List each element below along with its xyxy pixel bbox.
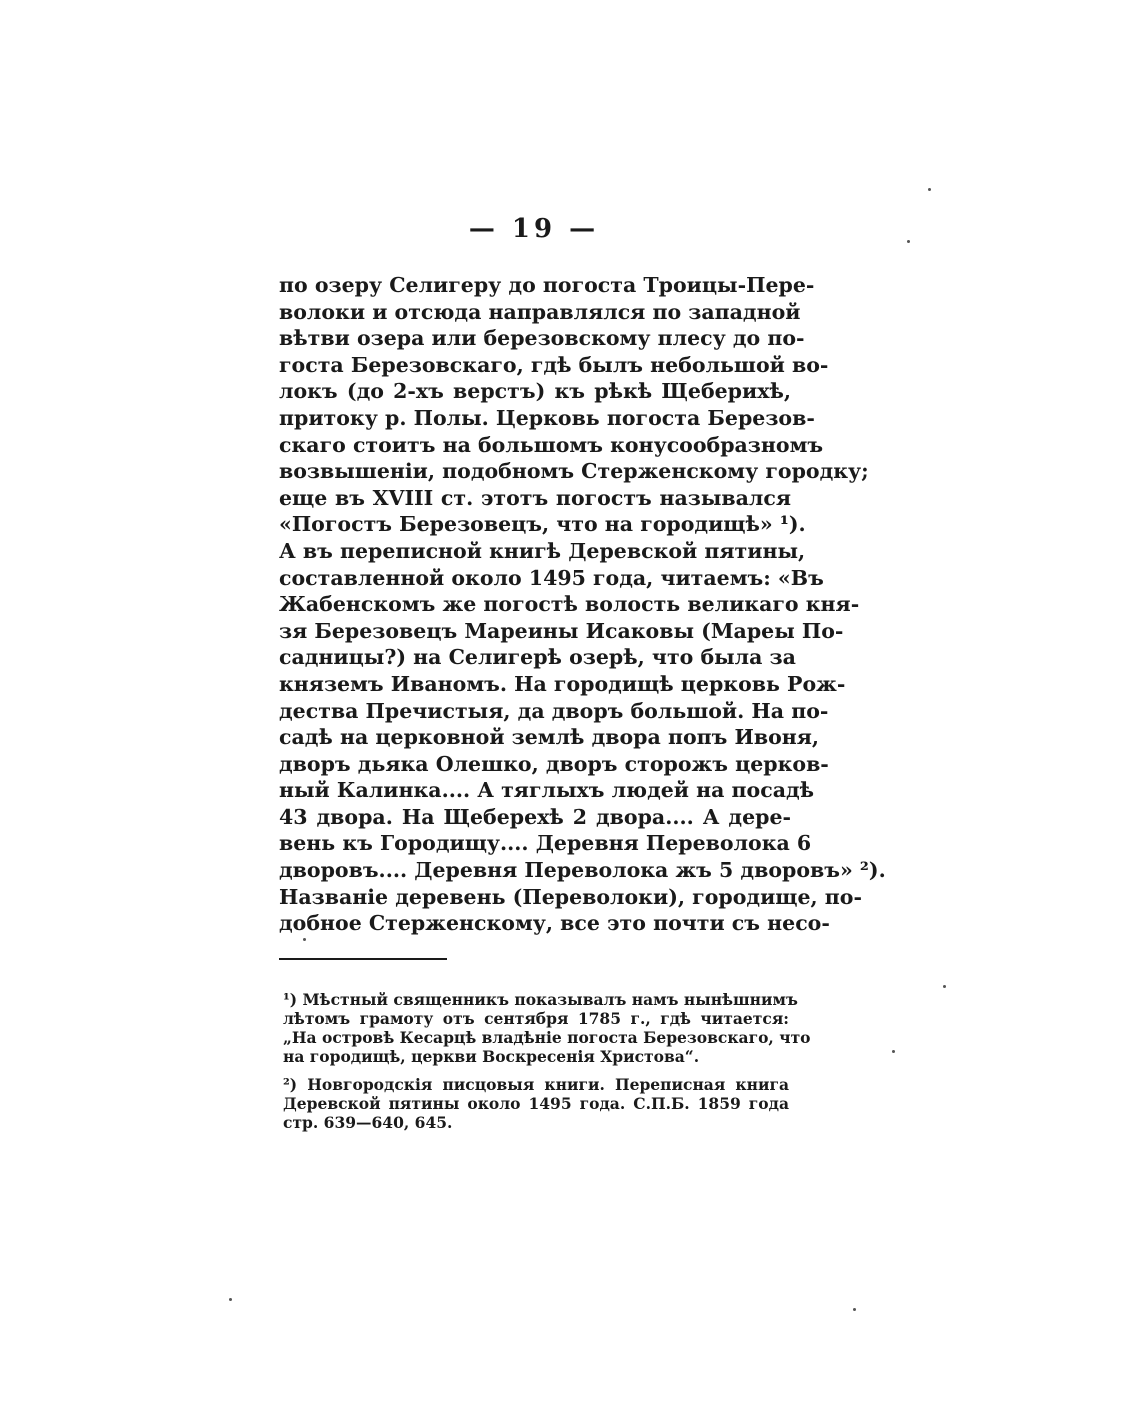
- text-line: по озеру Селигеру до погоста Троицы-Пере-: [279, 273, 815, 297]
- text-line: волоки и отсюда направлялся по западной: [279, 299, 801, 324]
- scan-speck: [303, 938, 306, 941]
- text-line: садѣ на церковной землѣ двора попъ Ивоня,: [279, 725, 820, 750]
- text-line: дворъ дьяка Олешко, дворъ сторожъ церков-: [279, 751, 829, 776]
- text-line: дворовъ.... Деревня Переволока жъ 5 дворовъ» ²).: [279, 858, 886, 883]
- footnote-separator: [279, 958, 447, 960]
- text-line: Названіе деревень (Переволоки), городище, по-: [279, 884, 862, 909]
- scan-speck: [943, 985, 946, 988]
- scan-speck: [907, 240, 910, 243]
- text-line: вѣтви озера или березовскому плесу до по-: [279, 326, 805, 351]
- text-line: еще въ XVIII ст. этотъ погостъ назывался: [279, 485, 791, 510]
- footnotes: [283, 990, 811, 1132]
- text-line: А въ переписной книгѣ Деревской пятины,: [279, 538, 806, 563]
- footnote-line: ²) Новгородскія писцовыя книги. Переписная книга: [283, 1075, 789, 1094]
- footnote-line: „На островѣ Кесарцѣ владѣніе погоста Березовскаго, что: [283, 1028, 811, 1047]
- footnote-line: на городищѣ, церкви Воскресенія Христова“.: [283, 1047, 700, 1066]
- text-line: госта Березовскаго, гдѣ былъ небольшой во-: [279, 352, 829, 377]
- text-line: добное Стерженскому, все это почти съ несо-: [279, 911, 830, 936]
- text-line: ный Калинка.... А тяглыхъ людей на посадѣ: [279, 778, 815, 803]
- scan-speck: [229, 1298, 232, 1301]
- scan-speck: [892, 1050, 895, 1053]
- text-line: «Погостъ Березовецъ, что на городищѣ» ¹).: [279, 512, 806, 537]
- footnote-2: [283, 1075, 789, 1132]
- scan-speck: [928, 188, 931, 191]
- footnote-1: [283, 990, 811, 1066]
- text-line: локъ (до 2-хъ верстъ) къ рѣкѣ Щеберихѣ,: [279, 379, 791, 404]
- text-line: составленной около 1495 года, читаемъ: «Въ: [279, 565, 824, 590]
- scan-speck: [853, 1308, 856, 1311]
- main-text: [279, 272, 886, 937]
- text-line: княземъ Иваномъ. На городищѣ церковь Рож-: [279, 671, 846, 696]
- text-line: дества Пречистыя, да дворъ большой. На по-: [279, 698, 829, 723]
- text-line: скаго стоитъ на большомъ конусообразномъ: [279, 432, 824, 457]
- footnote-line: Деревской пятины около 1495 года. С.П.Б. 1859 года: [283, 1094, 789, 1113]
- text-line: возвышеніи, подобномъ Стерженскому городку;: [279, 459, 869, 484]
- footnote-line: стр. 639—640, 645.: [283, 1113, 453, 1132]
- text-line: садницы?) на Селигерѣ озерѣ, что была за: [279, 645, 796, 670]
- text-line: зя Березовецъ Мареины Исаковы (Мареы По-: [279, 618, 844, 643]
- text-line: 43 двора. На Щеберехѣ 2 двора.... А дере-: [279, 804, 791, 829]
- footnote-line: ¹) Мѣстный священникъ показывалъ намъ нынѣшнимъ: [283, 990, 798, 1009]
- page-number: — 19 —: [468, 214, 600, 244]
- text-line: притоку р. Полы. Церковь погоста Березов-: [279, 405, 815, 430]
- text-line: Жабенскомъ же погостѣ волость великаго кня-: [279, 592, 860, 617]
- text-line: вень къ Городищу.... Деревня Переволока 6: [279, 831, 812, 856]
- footnote-line: лѣтомъ грамоту отъ сентября 1785 г., гдѣ читается:: [283, 1009, 789, 1028]
